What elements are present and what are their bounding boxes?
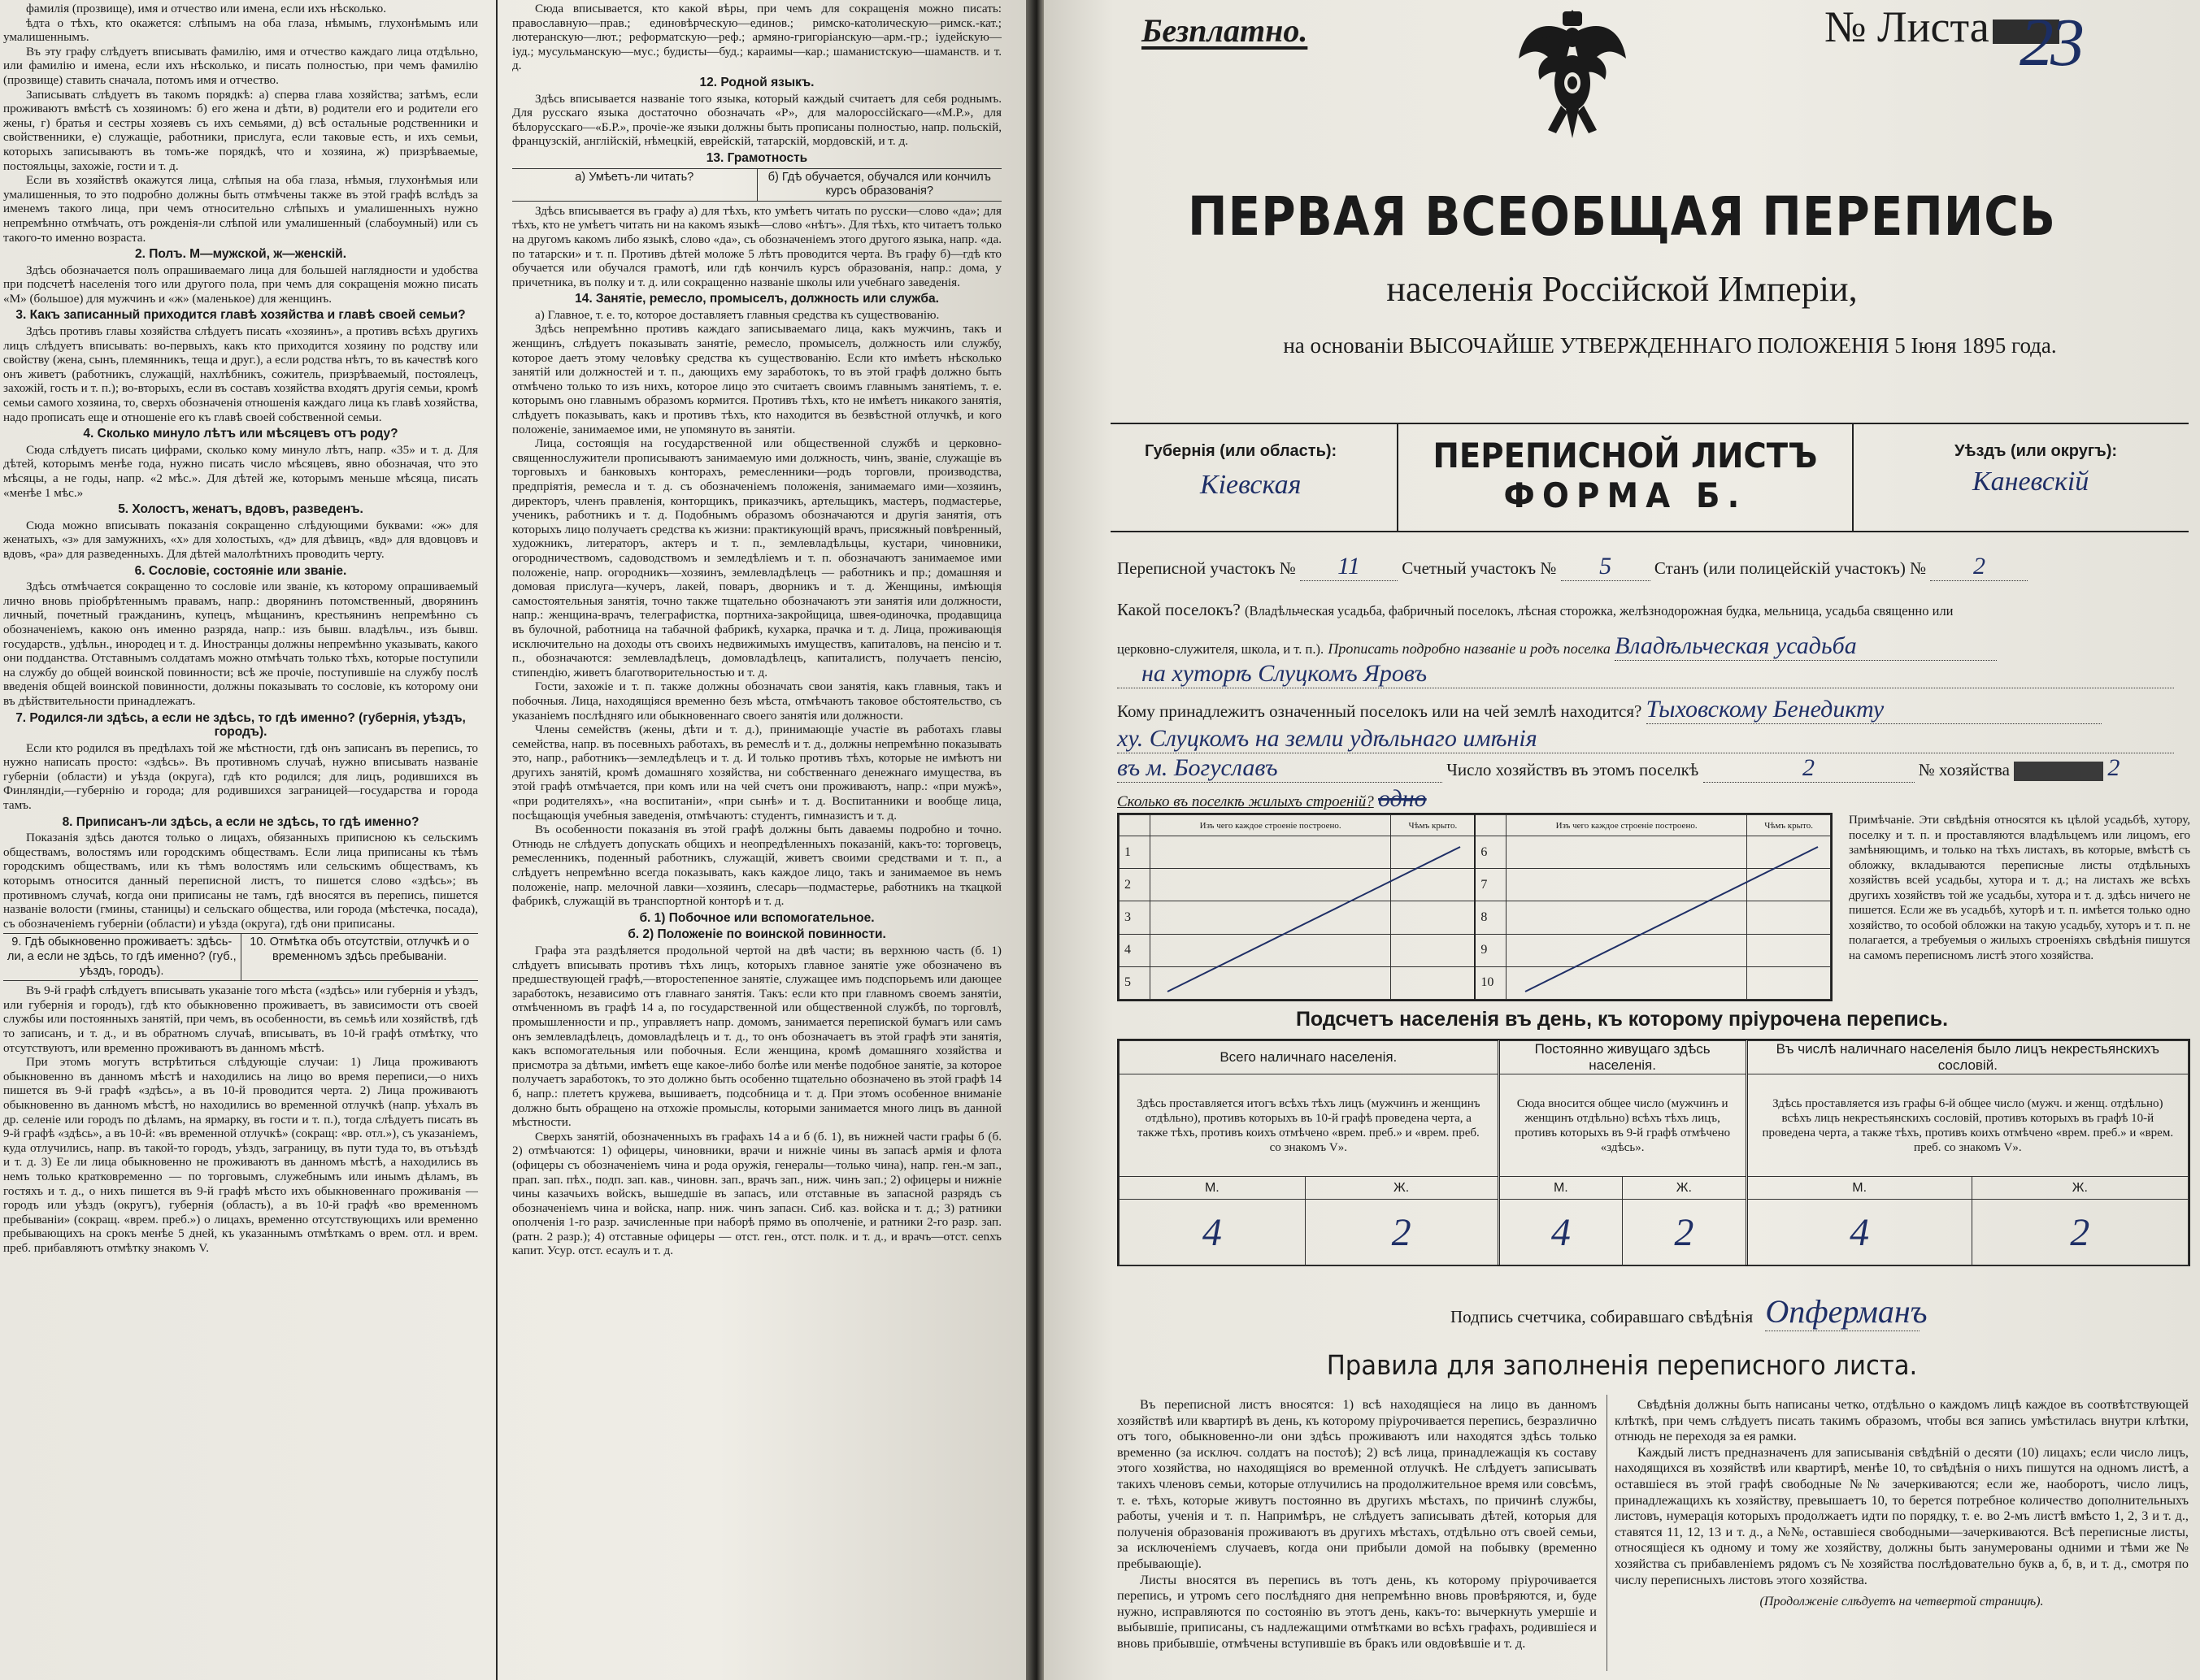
count-col2-head: Постоянно живущаго здѣсь населенія. xyxy=(1498,1041,1746,1074)
uchastok-value: 11 xyxy=(1300,553,1398,581)
legal-basis: на основаніи ВЫСОЧАЙШЕ УТВЕРЖДЕННАГО ПОЛОЖЕНІЯ 5 Іюня 1895 года. xyxy=(1283,333,2057,358)
sheet-number-value: 23 xyxy=(2020,5,2081,80)
paragraph: Гости, захожіе и т. п. также должны обозначать свои занятія, какъ главныя, такъ и побочныя. Лица, находящіяся временно безъ мѣста, отмѣчаютъ таковое обстоятельство, съ указаніемъ послѣдняго или обыкновеннаго своего занятія или должности. xyxy=(512,679,1002,723)
resident-male-value: 4 xyxy=(1498,1200,1623,1266)
paragraph: Здѣсь вписывается названіе того языка, который каждый считаетъ для себя роднымъ. Для русскаго языка достаточно обозначать «Р», для малороссійскаго—«М.Р.», для бѣлорусскаго—«Б.Р.», прочіе-же языки должны быть прописаны полностью, напр. польскій, французскій, англійскій, нѣмецкій, еврейскій, татарскій, мордовскій, и т. д. xyxy=(512,91,1002,149)
paragraph: Здѣсь непремѣнно противъ каждаго записываемаго лица, какъ мужчинъ, такъ и женщинъ, слѣдуетъ показывать занятіе, ремесло, промыселъ, должность или службу, которое даетъ этому человѣку средства къ существованію. Если кто имѣетъ нѣсколько занятій или должностей и т. п., дающихъ ему заработокъ, то въ этой графѣ должно быть отмѣчено только то изъ нихъ, которое лицо это считаетъ своимъ главнымъ занятіемъ, т. е. которымъ оно главнымъ образомъ кормится. Противъ тѣхъ, кто не имѣетъ никакого занятія, слѣдуетъ показывать, какъ и противъ тѣхъ, кто находится въ безвѣстной отлучкѣ, и кого положеніе, занимаемое ими, не упомянуто въ занятіи. xyxy=(512,322,1002,436)
box-9-heading: 9. Гдѣ обыкновенно проживаетъ: здѣсь-ли, а если не здѣсь, то гдѣ именно? (губ., уѣздъ, городъ). xyxy=(7,936,237,978)
owner-value-1: Тыховскому Бенедикту xyxy=(1646,696,2102,724)
schet-value: 5 xyxy=(1561,553,1650,581)
book-gutter xyxy=(1026,0,1044,1680)
row-number: 7 xyxy=(1475,869,1506,901)
row-number: 8 xyxy=(1475,901,1506,934)
rules-title: Правила для заполненія переписного листа. xyxy=(1326,1349,1918,1381)
box-13b-heading: б) Гдѣ обучается, обучался или кончилъ курсъ образованія? xyxy=(757,169,1002,201)
paragraph: Въ 9-й графѣ слѣдуетъ вписывать указаніе того мѣста («здѣсь» или губернія и уѣздъ, или губернія и городъ), гдѣ кто обыкновенно проживаетъ, въ зависимости отъ своей службы или постоянныхъ занятій, при чемъ, въ особенности, въ семьѣ или хозяйствѣ, гдѣ то записанъ, и т. д., и въ обратномъ случаѣ, вписывать, въ 10-й графѣ отмѣтку, что отсутствуютъ, или временно проживаютъ въ данномъ мѣстѣ. xyxy=(3,983,478,1055)
buildings-side-note: Примѣчаніе. Эти свѣдѣнія относятся къ цѣлой усадьбѣ, хутору, поселку и т. п. и проставляются владѣльцемъ или лицомъ, его замѣняющимъ, и только на тѣхъ листахъ, въ которые, вмѣстѣ съ обложку, вкладываются переписные листы отдѣльныхъ хозяйствъ всей усадьбы, хутора и т. д.; на листахъ же всѣхъ другихъ хозяйствъ той же усадьбы, хутора и т. д. здѣсь ничего не пишется. Если же въ усадьбѣ, хуторѣ и т. п. имѣется только одно хозяйство, то особой обложки на такую усадьбу, хуторъ и т. п. не полагается, а требуемыя о жилыхъ строеніяхъ свѣдѣнія пишутся на самомъ переписномъ листѣ этого хозяйства. xyxy=(1849,814,2190,962)
settlement-value-1: Владѣльческая усадьба xyxy=(1615,632,1997,661)
buildings-line xyxy=(1117,785,2190,814)
count-col3-head: Въ числѣ наличнаго населенія было лицъ некрестьянскихъ сословій. xyxy=(1746,1041,2188,1074)
col-roof-head-left: Чѣмъ крыто. xyxy=(1391,815,1476,836)
row-number: 10 xyxy=(1475,966,1506,999)
paragraph: Сюда слѣдуетъ писать цифрами, сколько кому минуло лѣтъ, напр. «35» и т. д. Для дѣтей, которымъ менѣе года, нужно писать число мѣсяцевъ, явно обозначая, что это мѣсяцы, а не годы, напр. «2 мѣс.». Для дѣтей же, которымъ меньше мѣсяца, писать «менѣе 1 мѣс.» xyxy=(3,442,478,500)
paragraph: Листы вносятся въ перепись въ тотъ день, къ которому пріурочивается перепись, и утромъ сего послѣдняго дня непремѣнно вновь провѣряются, и, буде нужно, исправляются по состоянію въ этотъ день, какъ-то: вычеркнуть умершіе и выбывшіе, приписаны, съ надлежащими отмѣтками во всѣхъ графахъ, родившіеся и вновь прибывшіе, отмѣчены вступившіе въ бракъ или овдовѣвшіе и т. д. xyxy=(1117,1571,1597,1651)
owner-value-3: въ м. Богуславъ xyxy=(1117,754,1442,783)
paragraph: При этомъ могутъ встрѣтиться слѣдующіе случаи: 1) Лица проживаютъ обыкновенно въ данномъ мѣстѣ и находились на лицо во время переписи,—о нихъ пишется въ 9-й графѣ «здѣсь», а въ 10-й проводится черта. 2) Лица проживаютъ обыкновенно въ данномъ мѣстѣ, но находились во временной отлучкѣ (напр. уѣхалъ въ др. селеніе или городъ по дѣламъ, на ярмарку, въ гости и т. п.), тогда слѣдуетъ писать въ 9-й графѣ «здѣсь», а въ 10-й: «въ временной отлучкѣ» (сокращ: «вр. отл.»), съ указаніемъ, куда отлучились, напр. въ такой-то городъ, уѣздъ, заграницу, въ пути тудa то, въ отъѣздѣ и т. д. 3) Ее ли лица обыкновенно не проживаютъ въ данномъ мѣстѣ, а находились въ немъ только кратковременно — по торговымъ, служебнымъ или инымъ дѣламъ, въ гостяхъ и т. д., о нихъ пишется въ 9-й графѣ мѣсто ихъ обыкновеннаго проживанія — городъ или уѣздъ (округъ), губернія (область), а въ 10-й графѣ «во временномъ пребываніи» (сокращ. «врем. преб.») о лицахъ, временно отсутствующихъ или временно пребывающихъ на срокъ менѣе 5 дней, къ указаннымъ отмѣткамъ о врем. отл. и врем. преб. прибавляютъ отмѣтку знакомъ V. xyxy=(3,1055,478,1255)
section-heading: 3. Какъ записанный приходится главѣ хозяйства и главѣ своей семьи? xyxy=(15,308,466,323)
row-number: 4 xyxy=(1120,934,1150,966)
paragraph: Члены семействъ (жены, дѣти и т. д.), принимающіе участіе въ работахъ главы семейства, напр. въ посевныхъ работахъ, въ ремеслѣ и т. д., должны непремѣнно показывать это, напр., работникъ—земледѣлецъ и т. д. И только противъ тѣхъ, которые не имѣютъ ни другихъ занятій, кромѣ домашняго хозяйства, ни собственнаго денежнаго имущества, въ этой графѣ отмѣчается, при комъ или на чей счетъ они проживаютъ, напр.: «при мужѣ», «при родителяхъ», «на воспитаніи», «при сынѣ» и т. д. Воспитанники и вообще лица, посѣщающія учебныя заведенія, отмѣчаютъ: студентъ, гимназистъ и т. д. xyxy=(512,723,1002,823)
count-col1-desc: Здѣсь проставляется итогъ всѣхъ тѣхъ лицъ (мужчинъ и женщинъ отдѣльно), противъ которыхъ въ 10-й графѣ проведена черта, а также тѣхъ, противъ коихъ отмѣчено «врем. преб.» и «врем. преб. со знакомъ V». xyxy=(1120,1074,1499,1177)
buildings-table xyxy=(1117,813,1833,1001)
stan-value: 2 xyxy=(1930,553,2028,581)
form-header-box xyxy=(1111,423,2189,532)
sheet-number-label: № Листа xyxy=(1824,2,1989,51)
row-number: 6 xyxy=(1475,836,1506,869)
free-label: Безплатно. xyxy=(1141,12,1308,49)
owner-label: Кому принадлежитъ означенный поселокъ или на чей землѣ находится? xyxy=(1117,701,1642,721)
settlement-hint-2: церковно-служителя, школа, и т. п.). xyxy=(1117,641,1324,657)
settlement-line-1 xyxy=(1117,600,2190,620)
section-heading: 13. Грамотность xyxy=(706,150,808,165)
uezd-value: Каневскій xyxy=(1972,467,2089,497)
owner-line-1 xyxy=(1117,696,2190,724)
subtitle: населенія Россійской Имперіи, xyxy=(1386,269,1858,309)
owner-line-3 xyxy=(1117,754,2190,783)
section-heading: 8. Приписанъ-ли здѣсь, а если не здѣсь, то гдѣ именно? xyxy=(62,814,420,829)
settlement-hint: (Владѣльческая усадьба, фабричный поселокъ, лѣсная сторожка, желѣзнодорожная будка, мельница, усадьба священно или xyxy=(1244,603,1954,619)
paragraph: фамилія (прозвище), имя и отчество или имена, если ихъ нѣсколько. xyxy=(26,2,387,15)
district-line xyxy=(1117,553,2190,581)
settlement-line-2 xyxy=(1117,632,2190,661)
paragraph: Здѣсь вписывается въ графу а) для тѣхъ, кто умѣетъ читать по русски—слово «да»; для тѣхъ, кто не умѣетъ читать ни на какомъ языкѣ—слово «нѣтъ». Для тѣхъ, кто читаетъ только на другомъ какомъ либо языкѣ, слово «да», съ обозначеніемъ этого другого языка, напр. «да. по татарски» и т. п. Противъ дѣтей моложе 5 лѣтъ проводится черта. Въ графу б)—гдѣ кто обучается или обучался грамотѣ, или гдѣ кончилъ курсъ образованія, напр.: дома, у причетника, въ полку и т. д. или сокращенно названіе школы или учебнаго заведенія. xyxy=(512,203,1002,289)
household-no-smudge xyxy=(2014,762,2103,781)
settlement-line-3 xyxy=(1117,660,2190,688)
section-heading: 12. Родной языкъ. xyxy=(699,75,815,89)
gubernia-label: Губернія (или область): xyxy=(1145,442,1337,460)
male-head: М. xyxy=(1498,1177,1623,1200)
boxes-9-10 xyxy=(3,933,478,981)
settlement-hint-italic: Прописать подробно названіе и родъ поселка xyxy=(1328,640,1611,657)
paragraph: Здѣсь противъ главы хозяйства слѣдуетъ писать «хозяинъ», а противъ всѣхъ другихъ лицъ слѣдуетъ вписывать: во-первыхъ, какъ кто приходится хозяину по родству или свойству (жена, сынъ, племянникъ, теща и друг.), а если родства нѣтъ, то въ качествѣ кого онъ живетъ (работникъ, служащій, нахлѣбникъ, сожитель, призрѣваемый, постоялецъ, захожій, гость и т. п.); во-вторыхъ, если въ составъ хозяйства входятъ другія семьи, кромѣ семьи самого хозяина, то, сверхъ обозначенія отношенія каждаго лица къ главѣ хозяйства, надо прописать еще и отношеніе его къ главѣ своей собственной семьи. xyxy=(3,324,478,424)
uchastok-label: Переписной участокъ № xyxy=(1117,558,1296,578)
section-heading: 2. Полъ. М—мужской, ж—женскій. xyxy=(134,247,347,262)
households-value: 2 xyxy=(1703,754,1915,783)
population-count-table xyxy=(1117,1039,2190,1266)
nonpeasant-female-value: 2 xyxy=(1972,1200,2188,1266)
boxes-13 xyxy=(512,168,1002,202)
column-left-tail xyxy=(3,983,478,1255)
household-no-label: № хозяйства xyxy=(1918,760,2010,779)
population-count-title: Подсчетъ населенія въ день, къ которому пріурочена перепись. xyxy=(1295,1008,1949,1031)
paragraph: Показанія здѣсь даются только о лицахъ, обязанныхъ приписною къ сельскимъ обществамъ, волостямъ или городскимъ обществамъ. Если лица приписаны къ тѣмъ городскимъ обществамъ, или къ тѣмъ волостямъ или сельскимъ обществамъ, къ которымъ относится данный переписной листъ, то пишется слово «здѣсь»; въ противномъ случаѣ, когда они приписаны не тамъ, гдѣ вносятся въ перепись, пишется названіе волости (гмины, станицы) и сельскаго общества, или города (мѣстечка, посада), съ обозначеніемъ губерніи (области) и уѣзда (округа), гдѣ они приписаны. xyxy=(3,831,478,931)
form-title: ПЕРЕПИСНОЙ ЛИСТЪ xyxy=(1433,436,1818,475)
column-left-body xyxy=(3,2,478,931)
row-number: 1 xyxy=(1120,836,1150,869)
paragraph: Сюда вписывается, кто какой вѣры, при чемъ для сокращенія можно писать: православную—прав.; единовѣрческую—единов.; римско-католическую—римск.-кат.; лютеранскую—лют.; реформатскую—реф.; армяно-григоріанскую—арм.-гр.; іудейскую—іуд.; мусульманскую—мус.; будисты—буд.; караимы—кар.; шаманистскую—шаманств. и т. д. xyxy=(512,2,1002,73)
paragraph: Здѣсь обозначается полъ опрашиваемаго лица для большей наглядности и удобства при подсчетѣ населенія того или другого пола, при чемъ для сокращенія можно писать «М» (большое) для мужчинъ и «ж» (маленькое) для женщинъ. xyxy=(3,263,478,306)
owner-value-2: ху. Слуцкомъ на земли удѣльнаго имѣнія xyxy=(1117,725,2174,753)
schet-label: Счетный участокъ № xyxy=(1402,558,1557,578)
section-heading: 14. Занятіе, ремесло, промыселъ, должность или служба. xyxy=(575,292,939,306)
continued-note: (Продолженіе слѣдуетъ на четвертой страницѣ). xyxy=(1759,1595,2044,1609)
paragraph: Сверхъ занятій, обозначенныхъ въ графахъ 14 а и б (б. 1), въ нижней части графы б (б. 2) отмѣчаются: 1) офицеры, чиновники, врачи и нижніе чины въ запасѣ армія и флота (офицеры съ обозначеніемъ чина и рода оружія, генералы—только чина), напр. ген.-м зап., прап. зап. пѣх., подп. зап. кав., чиновн. зап., врачъ зап., ниж. чинъ зап.; 2) офицеры и нижніе чины казачьихъ войскъ, вышедшіе въ запасъ, или отставные въ запасной разрядъ съ обозначеніемъ чина и войска, напр. ниж. чинъ запасн. Сиб. каз. войска и т. д.; 3) ратники ополченія 1-го разр. зачисленные при наборѣ прямо въ ополченіе, и ратники 2-го разр. зап. (ратн. 2 разр.); 4) отставные офицеры — отст. ген., отст. полк. и т. д., и врачъ—отст. сеnхъ капит. Усур. отст. есаулъ и т. д. xyxy=(512,1129,1002,1258)
column-right-tail xyxy=(512,204,1002,1258)
female-head: Ж. xyxy=(1623,1177,1747,1200)
total-male-value: 4 xyxy=(1120,1200,1306,1266)
male-head: М. xyxy=(1746,1177,1972,1200)
row-number: 2 xyxy=(1120,869,1150,901)
buildings-value: одно xyxy=(1378,785,1484,814)
paragraph: Записывать слѣдуетъ въ такомъ порядкѣ: а) сперва глава хозяйства; затѣмъ, если проживаютъ вмѣстѣ съ хозяиномъ: б) его жена и дѣти, в) родители его и родители его жены, г) братья и сестры хозяевъ съ ихъ семьями, д) всѣ остальные родственники и свойственники, е) служащіе, работники, прислуга, если таковые есть, и ихъ семьи, которыхъ записываютъ въ томъ-же порядкѣ, что и хозяина, ж) призрѣваемые, постояльцы, захожіе, гости и т. д. xyxy=(3,87,478,173)
paragraph: а) Главное, т. е. то, которое доставляетъ главныя средства къ существованію. xyxy=(535,307,940,322)
sheet-number xyxy=(1824,2,2081,80)
rules-column-left xyxy=(1117,1396,1597,1652)
paragraph: Каждый листъ предназначенъ для записыванія свѣдѣній о десяти (10) лицахъ; если число лицъ, находящихся въ хозяйствѣ или квартирѣ, менѣе 10, то свѣдѣнія о нихъ пишутся на одномъ листѣ, а оставшіеся въ этой графѣ свободные №№ зачеркиваются; если же, наоборотъ, число лицъ, принадлежащихъ къ хозяйству, превышаетъ 10, то берется потребное количество дополнительныхъ листовъ, нумерація которыхъ продолжаетъ идти по порядку, т. е. во 2-мъ листѣ вмѣсто 1, 2, 3 и т. д., ставятся 11, 12, 13 и т. д., а №№, оставшіеся свободными—зачеркиваются. Всѣ переписные листы, относящіеся къ одному и тому же хозяйству, должны быть занумерованы одними и тѣми же № хозяйства съ прибавленіемъ рядомъ съ № хозяйства послѣдовательно букв а, б, в, и т. д., смотря по числу переписныхъ листовъ этого хозяйства. xyxy=(1615,1443,2189,1587)
form-type: ФОРМА Б. xyxy=(1503,475,1747,515)
col-built-head-right: Изъ чего каждое строеніе построено. xyxy=(1506,815,1746,836)
box-13a-heading: а) Умѣетъ-ли читать? xyxy=(575,170,694,184)
paragraph: Въ особенности показанія въ этой графѣ должны быть даваемы подробно и точно. Отнюдь не слѣдуетъ допускать общихъ и неопредѣленныхъ показаній, какъ-то: торговецъ, ремесленникъ, поденный работникъ, служащій, живетъ своими средствами и т. п., а слѣдуетъ непремѣнно всегда показывать, какъ каждое лицо, такъ и занимаемое въ немъ положеніе, напр. мелочной лавки—хозяинъ, слесарь—подмастерье, работникъ на ткацкой фабрикѣ, служащій въ транспортной конторѣ и т. д. xyxy=(512,823,1002,909)
paragraph: Лица, состоящія на государственной или общественной службѣ и церковно-священнослужители прописываютъ занимаемую ими должность, чинъ, званіе, служащіе въ торговыхъ и банковыхъ конторахъ, ремесленники—родъ торговли, производства, предпріятія, ремесла и т. д. съ обозначеніемъ положенія, занимаемаго ими—хозяинъ, директоръ, членъ правленія, конторщикъ, приказчикъ, артельщикъ, мастеръ, подмастерье, ученикъ, работникъ и т. д. Подобнымъ образомъ обозначаются и другія занятія, отъ которыхъ лицо получаетъ средства къ жизни: практикующій врачъ, присяжный повѣренный, художникъ, литераторъ, актеръ и т. п., землевладѣльцы, кустари, чиновники, огородничествомъ, садоводствомъ и земледѣліемъ и т. п. обозначаютъ занимаемое ими положеніе, напр. огородникъ—хозяинъ, землевладѣлецъ — работникъ и пр.; домашняя и домовая прислуга—кучеръ, лакей, поваръ, дворникъ и т. д. Женщины, имѣющія самостоятельныя занятія, точно также тщательно обозначаютъ эти занятія или должности, напр.: женщина-врачъ, телеграфистка, портниха-закройщица, швея-одиночка, продавщица въ булочной, работница на табачной фабрикѣ, кухарка, прачка и т. д. Лица, проживающія исключительно на доходы отъ своихъ недвижимыхъ имуществъ, капиталовъ, на пенсію и т. п., обозначаются: землевладѣлецъ, домовладѣлецъ, капиталистъ, получаетъ пенсію, стипендію, живетъ благотворительностью и т. д. xyxy=(512,436,1002,679)
paragraph: Если кто родился въ предѣлахъ той же мѣстности, гдѣ онъ записанъ въ перепись, то нужно написать просто: «здѣсь». Въ противномъ случаѣ, нужно вписывать названіе губерніи (области) и уѣзда (округа), гдѣ кто родился; для лицъ, родившихся въ Финляндіи,—губернію и города; для родившихся заграницей—государства и города тамъ. xyxy=(3,740,478,813)
settlement-label: Какой поселокъ? xyxy=(1117,600,1241,619)
uezd-label: Уѣздъ (или округъ): xyxy=(1954,442,2118,460)
settlement-value-2: на хуторѣ Слуцкомъ Яровъ xyxy=(1117,660,2174,688)
section-heading: 6. Сословіе, состояніе или званіе. xyxy=(134,563,347,578)
double-headed-eagle-emblem xyxy=(1515,10,1629,148)
row-number: 9 xyxy=(1475,934,1506,966)
paragraph: Здѣсь отмѣчается сокращенно то сословіе или званіе, къ которому опрашиваемый лично вновь пріобрѣтеннымъ правамъ, напр.: дворянинъ потомственный, дворянинъ личный, почетный гражданинъ, купецъ, мѣщанинъ, крестьянинъ непремѣнно съ обозначеніемъ, какою онъ именно разряда, напр.: изъ бывш. владѣльч., изъ бывш. государств., удѣльн., инородец и т. д. Иностранцы должны непремѣнно указывать, какого они подданства. Отставнымъ солдатамъ можно отмѣчать только тѣхъ, которые поступили на службу до общей воинской повинности; всѣ же прочіе, поступившіе на службу послѣ введенія общей воинской повинности, должны показывать то сословіе, къ которому они въ дѣйствительности принадлежатъ. xyxy=(3,580,478,708)
gubernia-value: Кіевская xyxy=(1200,470,1302,500)
paragraph: Свѣдѣнія должны быть написаны четко, отдѣльно о каждомъ лицѣ каждое въ соотвѣтствующей клѣткѣ, при чемъ слѣдуетъ писать такимъ образомъ, чтобы вся запись умѣстилась внутри клѣтки, отнюдь не переходя за ея рамки. xyxy=(1615,1396,2189,1444)
male-head: М. xyxy=(1120,1177,1306,1200)
count-col3-desc: Здѣсь проставляется изъ графы 6-й общее число (мужч. и женщ. отдѣльно) всѣхъ лицъ некрестьянскихъ сословій, противъ которыхъ въ графѣ 10-й проведена черта, а также тѣхъ, противъ коихъ отмѣчено «врем. преб.» и «врем. преб. со знакомъ V». xyxy=(1746,1074,2188,1177)
owner-line-2 xyxy=(1117,725,2190,753)
form-title-block xyxy=(1397,424,1854,531)
instructions-page xyxy=(0,0,1026,1680)
paragraph: Въ переписной листъ вносятся: 1) всѣ находящіеся на лицо въ данномъ хозяйствѣ или квартирѣ въ день, къ которому пріурочивается перепись, безразлично отъ того, обыкновенно-ли они здѣсь проживаютъ или находятся здѣсь только временно (за исключ. солдатъ на постоѣ); 2) всѣ лица, принадлежащія къ составу этого хозяйства, но находящіяся во временной отлучкѣ. Не слѣдуетъ записывать такихъ членовъ семьи, которые отлучились на продолжительное время или совсѣмъ, т. е. тѣхъ, которые живутъ постоянно въ другихъ мѣстахъ, по причинѣ службы, работы, ученія и т. п. Напримѣръ, не слѣдуетъ записывать дѣтей, которыя для полученія образованія проживаютъ въ другихъ мѣстахъ, отдѣльно отъ своей семьи, за исключеніемъ случаевъ, когда они прибыли домой на побывку (временно пребывающіе). xyxy=(1117,1396,1597,1571)
row-number: 5 xyxy=(1120,966,1150,999)
paragraph: ѣдта о тѣхъ, кто окажется: слѣпымъ на оба глаза, нѣмымъ, глухонѣмымъ или умалишеннымъ. xyxy=(3,15,478,45)
section-heading: б. 2) Положеніе по воинской повинности. xyxy=(628,927,886,942)
rules-column-right xyxy=(1615,1396,2189,1610)
census-form-page xyxy=(1044,0,2200,1680)
paragraph: Въ эту графу слѣдуетъ вписывать фамилію, имя и отчество каждаго лица отдѣльно, или фамилію и имена, если ихъ нѣсколько, и писать полностью, при чемъ фамилію (прозвище) ставить сначала, потомъ имя и отчество. xyxy=(3,44,478,87)
nonpeasant-male-value: 4 xyxy=(1746,1200,1972,1266)
count-col2-desc: Сюда вносится общее число (мужчинъ и женщинъ отдѣльно) всѣхъ тѣхъ лицъ, противъ которыхъ въ 9-й графѣ отмѣчено «здѣсь». xyxy=(1498,1074,1746,1177)
instructions-column-left xyxy=(0,0,485,1680)
section-heading: б. 1) Побочное или вспомогательное. xyxy=(639,910,875,925)
column-right-body xyxy=(512,2,1002,166)
paragraph: Сюда можно вписывать показанія сокращенно слѣдующими буквами: «ж» для женатыхъ, «з» для замужнихъ, «х» для холостыхъ, «д» для дѣвицъ, «вд» для вдовцовъ и вдовъ, «ра» для разведенныхъ. Для дѣтей малолѣтнихъ проводить черту. xyxy=(3,518,478,561)
main-title: ПЕРВАЯ ВСЕОБЩАЯ ПЕРЕПИСЬ xyxy=(1188,185,2056,248)
total-female-value: 2 xyxy=(1305,1200,1498,1266)
paragraph: Графа эта раздѣляется продольной чертой на двѣ части; въ верхнюю часть (б. 1) слѣдуетъ вписывать противъ тѣхъ лицъ, которыхъ главное занятіе уже обозначено въ предшествующей графѣ,—второстепенное занятіе, служащее имъ подспорьемъ или дающее заработокъ, независимо отъ главнаго занятія. Такъ: если кто при главномъ своемъ занятіи, отмѣченномъ въ графѣ 14 а, по государственной или общественной службѣ, по торговлѣ, промышленности и пр., управляетъ напр. домомъ, занимается перепиской бумагъ или самъ онъ землевладѣлецъ, домовладѣлецъ и т. д., то онъ обозначаетъ въ этой графѣ эти занятія, какъ вспомогательныя или побочныя. Если женщина, кромѣ домашняго хозяйства и присмотра за дѣтьми, имѣетъ еще какое-либо болѣе или менѣе подобное занятіе, за которое получаетъ заработокъ, то это должно быть особенно тщательно обозначено въ этой графѣ 14 б, напр.: плететъ кружева, вышиваетъ, подсобница и т. д. При этомъ особенное вниманіе должно быть обращено на отхожіе промыслы, которыми занимается много лицъ въ данной мѣстности. xyxy=(512,944,1002,1130)
resident-female-value: 2 xyxy=(1623,1200,1747,1266)
box-10-heading: 10. Отмѣтка объ отсутствіи, отлучкѣ и о временномъ здѣсь пребываніи. xyxy=(241,934,479,980)
instructions-column-right xyxy=(506,0,1010,1680)
buildings-label: Сколько въ поселкѣ жилыхъ строеній? xyxy=(1117,793,1374,810)
signature-value: Опферманъ xyxy=(1765,1293,1928,1330)
paragraph: Если въ хозяйствѣ окажутся лица, слѣпыя на оба глаза, нѣмыя, глухонѣмыя или умалишенныя, то это подробно должны быть отмѣчены также въ этой графѣ вслѣдъ за именемъ такого лица, при чемъ относительно слѣпыхъ и умалишенныхъ нужно непремѣнно отмѣчать, отъ рожденія-ли слѣпой или умалишенный (слабоумный) или съ такого-то именно возраста. xyxy=(3,173,478,245)
signature-label: Подпись счетчика, собиравшаго свѣдѣнія xyxy=(1450,1307,1754,1326)
count-col1-head: Всего наличнаго населенія. xyxy=(1120,1041,1499,1074)
female-head: Ж. xyxy=(1305,1177,1498,1200)
enumerator-signature-line xyxy=(1450,1292,1928,1331)
stan-label: Станъ (или полицейскій участокъ) № xyxy=(1654,558,1927,578)
row-number: 3 xyxy=(1120,901,1150,934)
section-heading: 5. Холостъ, женатъ, вдовъ, разведенъ. xyxy=(118,502,363,517)
col-built-head-left: Изъ чего каждое строеніе построено. xyxy=(1150,815,1391,836)
column-divider xyxy=(496,0,498,1680)
households-label: Число хозяйствъ въ этомъ поселкѣ xyxy=(1446,760,1699,779)
female-head: Ж. xyxy=(1972,1177,2188,1200)
household-no-value: 2 xyxy=(2107,754,2120,781)
section-heading: 4. Сколько минуло лѣтъ или мѣсяцевъ отъ роду? xyxy=(83,427,398,441)
section-heading: 7. Родился-ли здѣсь, а если не здѣсь, то гдѣ именно? (губернія, уѣздъ, городъ). xyxy=(15,710,466,740)
col-roof-head-right: Чѣмъ крыто. xyxy=(1747,815,1831,836)
